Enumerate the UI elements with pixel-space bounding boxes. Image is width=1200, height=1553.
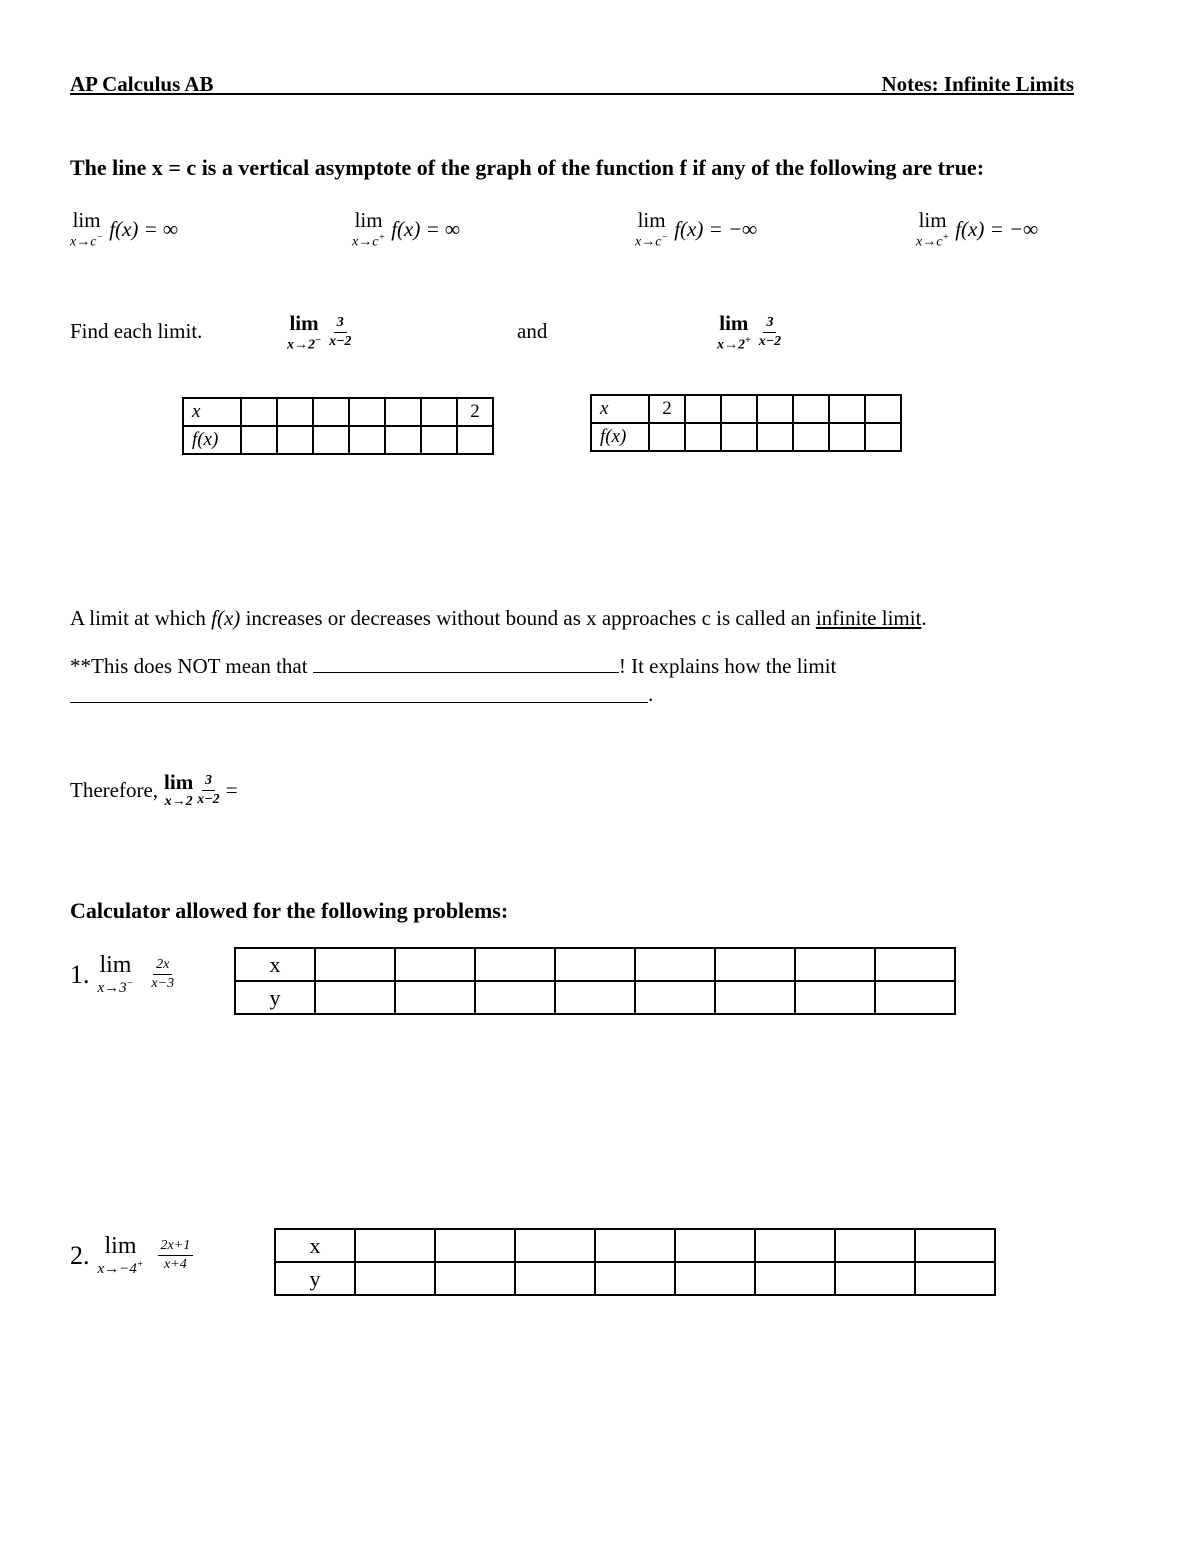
table-cell[interactable] — [793, 395, 829, 423]
row-label: x — [591, 395, 649, 423]
limit-expression: f(x) = −∞ — [955, 217, 1039, 242]
lim-sub: x→c+ — [352, 232, 386, 250]
calculator-heading: Calculator allowed for the following problems: — [70, 898, 509, 923]
table-cell[interactable] — [757, 395, 793, 423]
table-cell[interactable] — [241, 426, 277, 454]
right-limit-table — [590, 394, 902, 452]
row-label: x — [183, 398, 241, 426]
problem-2-expression: 2. lim x→−4+ $\frac{2x+1}{x+4}$ — [70, 1234, 193, 1277]
table-cell[interactable] — [457, 426, 493, 454]
table-row — [235, 981, 955, 1014]
table-cell[interactable] — [355, 1229, 435, 1262]
lim-word: lim — [354, 208, 383, 232]
table-cell[interactable] — [385, 398, 421, 426]
limit-case-4 — [916, 210, 1038, 250]
table-cell[interactable] — [475, 948, 555, 981]
and-label: and — [517, 319, 548, 343]
table-row — [275, 1229, 995, 1262]
table-cell[interactable] — [721, 423, 757, 451]
row-label: y — [235, 981, 315, 1014]
lim-sub: x→c− — [635, 232, 669, 250]
lim-sub: x→c+ — [916, 232, 950, 250]
table-cell[interactable] — [649, 423, 685, 451]
table-cell[interactable] — [865, 395, 901, 423]
table-cell[interactable] — [675, 1262, 755, 1295]
infinite-limit-term: infinite limit — [815, 606, 922, 630]
asymptote-definition: The line x = c is a vertical asymptote of the graph of the function f if any of the following are true: — [70, 155, 985, 180]
table-cell[interactable] — [915, 1262, 995, 1295]
notes-title: Notes: Infinite Limits — [881, 72, 1074, 96]
table-cell[interactable] — [349, 398, 385, 426]
table-cell[interactable] — [595, 1229, 675, 1262]
limit-case-2 — [352, 210, 460, 250]
table-cell[interactable] — [313, 398, 349, 426]
table-row — [591, 395, 901, 423]
table-cell[interactable] — [555, 981, 635, 1014]
table-cell[interactable] — [277, 398, 313, 426]
table-cell[interactable] — [475, 981, 555, 1014]
table-cell[interactable] — [793, 423, 829, 451]
row-label: f(x) — [591, 423, 649, 451]
table-row — [235, 948, 955, 981]
table-cell[interactable] — [795, 948, 875, 981]
blank-answer-1[interactable] — [313, 652, 619, 673]
left-limit-expression: lim x→2− $\frac{3}{x-2}$ — [287, 311, 352, 353]
right-limit-expression: lim x→2+ $\frac{3}{x-2}$ — [717, 311, 782, 353]
table-cell[interactable] — [555, 948, 635, 981]
table-cell[interactable] — [421, 398, 457, 426]
note-line: **This does NOT mean that ! It explains how the limit — [70, 654, 837, 678]
table-cell[interactable] — [685, 423, 721, 451]
table-row — [591, 423, 901, 451]
table-cell[interactable] — [755, 1262, 835, 1295]
row-label: x — [235, 948, 315, 981]
lim-word: lim — [637, 208, 666, 232]
table-cell[interactable] — [875, 948, 955, 981]
row-label: x — [275, 1229, 355, 1262]
header-rule — [70, 93, 1074, 95]
limit-case-1 — [70, 210, 178, 250]
table-cell[interactable] — [865, 423, 901, 451]
left-limit-table — [182, 397, 494, 455]
limit-case-3 — [635, 210, 757, 250]
table-cell[interactable] — [715, 981, 795, 1014]
table-cell[interactable] — [355, 1262, 435, 1295]
table-cell[interactable]: 2 — [649, 395, 685, 423]
problem-1-table — [234, 947, 956, 1015]
table-cell[interactable] — [349, 426, 385, 454]
lim-sub: x→c− — [70, 232, 104, 250]
table-cell[interactable] — [395, 948, 475, 981]
infinite-limit-definition: A limit at which f(x) increases or decreases without bound as x approaches c is called an infinite limit. — [70, 606, 927, 630]
blank-answer-2[interactable] — [70, 684, 648, 703]
table-cell[interactable] — [829, 395, 865, 423]
table-cell[interactable] — [635, 981, 715, 1014]
table-cell[interactable] — [635, 948, 715, 981]
table-cell[interactable] — [715, 948, 795, 981]
lim-word: lim — [918, 208, 947, 232]
table-cell[interactable] — [835, 1229, 915, 1262]
course-title: AP Calculus AB — [70, 72, 214, 96]
limit-expression: f(x) = ∞ — [109, 217, 178, 242]
table-row — [183, 426, 493, 454]
table-cell[interactable] — [721, 395, 757, 423]
table-cell[interactable] — [385, 426, 421, 454]
row-label: f(x) — [183, 426, 241, 454]
row-label: y — [275, 1262, 355, 1295]
table-cell[interactable] — [313, 426, 349, 454]
table-cell[interactable] — [755, 1229, 835, 1262]
table-cell[interactable] — [757, 423, 793, 451]
table-cell[interactable] — [435, 1229, 515, 1262]
table-cell[interactable] — [915, 1229, 995, 1262]
note-period: . — [648, 682, 654, 706]
table-row — [183, 398, 493, 426]
table-cell[interactable] — [595, 1262, 675, 1295]
table-cell[interactable] — [241, 398, 277, 426]
table-cell[interactable] — [315, 948, 395, 981]
table-cell[interactable] — [795, 981, 875, 1014]
limit-expression: f(x) = −∞ — [674, 217, 758, 242]
table-cell[interactable]: 2 — [457, 398, 493, 426]
limit-expression: f(x) = ∞ — [391, 217, 460, 242]
problem-2-table — [274, 1228, 996, 1296]
problem-1-expression: 1. lim x→3− $\frac{2x}{x-3}$ — [70, 952, 175, 996]
table-cell[interactable] — [515, 1262, 595, 1295]
table-cell[interactable] — [675, 1229, 755, 1262]
table-cell[interactable] — [835, 1262, 915, 1295]
table-cell[interactable] — [875, 981, 955, 1014]
lim-word: lim — [72, 208, 101, 232]
table-cell[interactable] — [829, 423, 865, 451]
table-row — [275, 1262, 995, 1295]
table-cell[interactable] — [515, 1229, 595, 1262]
therefore-line: Therefore, lim x→2 $\frac{3}{x-2}$ = — [70, 770, 238, 809]
table-cell[interactable] — [395, 981, 475, 1014]
table-cell[interactable] — [315, 981, 395, 1014]
table-cell[interactable] — [421, 426, 457, 454]
find-limit-label: Find each limit. — [70, 319, 203, 343]
table-cell[interactable] — [277, 426, 313, 454]
table-cell[interactable] — [435, 1262, 515, 1295]
table-cell[interactable] — [685, 395, 721, 423]
